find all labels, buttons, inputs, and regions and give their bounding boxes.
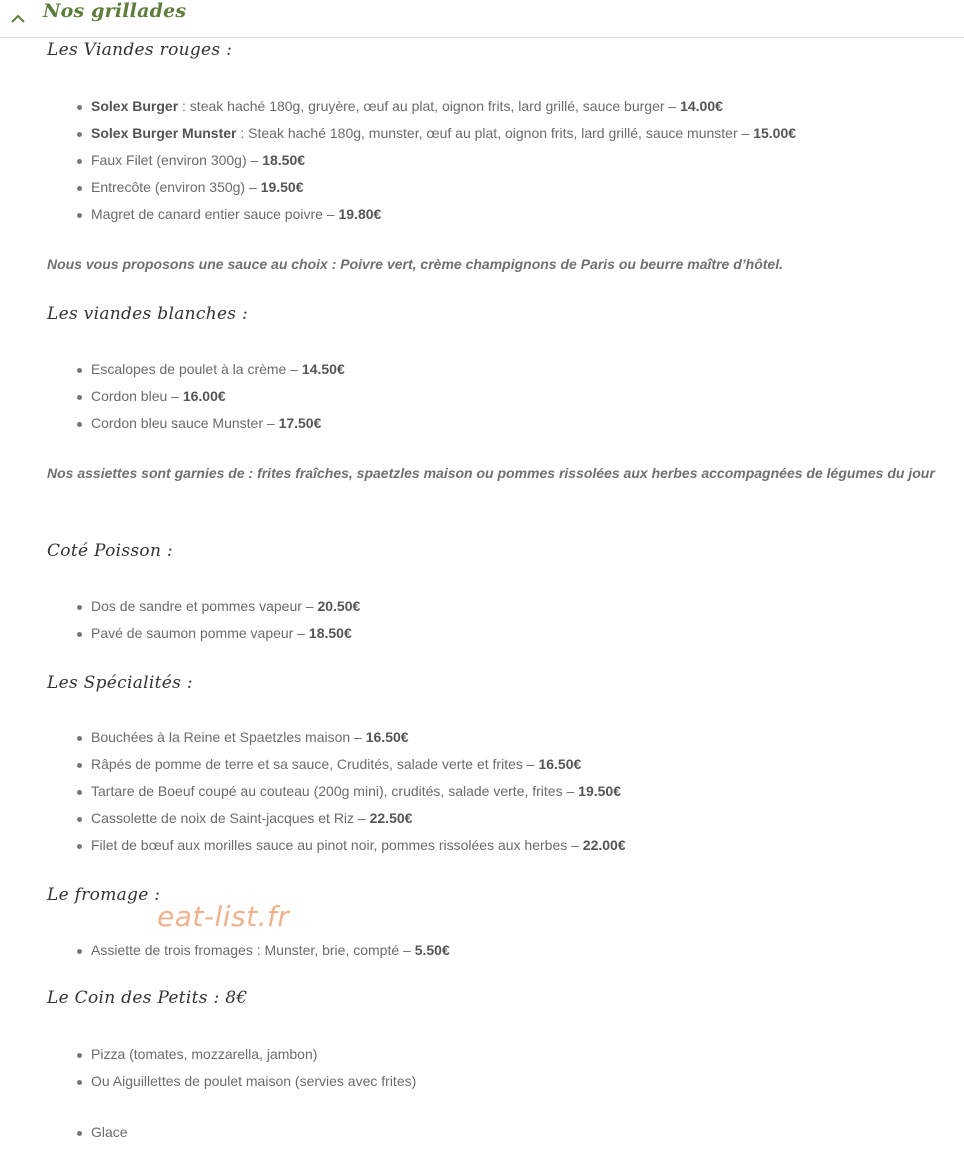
watermark-text: eat-list.fr [157,900,290,933]
heading-viandes-blanches: Les viandes blanches : [47,304,249,324]
item-name: Solex Burger Munster [91,125,237,141]
list-petits-dessert [47,1119,128,1146]
item-price: 16.50€ [538,756,582,772]
item-price: 18.50€ [262,152,306,168]
list-item [47,120,796,147]
item-desc: Cassolette de noix de Saint-jacques et Riz – [91,810,370,826]
item-name: Solex Burger [91,98,179,114]
item-desc: Bouchées à la Reine et Spaetzles maison – [91,729,366,745]
sauce-note: Nous vous proposons une sauce au choix : Poivre vert, crème champignons de Paris ou beurre maître d’hôtel. [47,256,783,272]
item-price: 14.00€ [680,98,723,114]
item-desc: Filet de bœuf aux morilles sauce au pinot noir, pommes rissolées aux herbes – [91,837,583,853]
list-item [47,620,360,647]
heading-fromage: Le fromage : [47,885,161,905]
item-price: 20.50€ [317,598,361,614]
list-fromage [47,937,450,964]
item-price: 16.00€ [182,388,226,404]
section-header[interactable] [0,0,964,38]
item-price: 17.50€ [278,415,322,431]
item-desc: : Steak haché 180g, munster, œuf au plat, oignon frits, lard grillé, sauce munster – [236,125,754,141]
item-desc: Ou Aiguillettes de poulet maison (servies avec frites) [91,1073,417,1089]
list-item [47,174,796,201]
list-item [47,201,796,228]
item-price: 22.00€ [582,837,626,853]
item-price: 18.50€ [308,625,352,641]
list-item [47,410,345,437]
item-price: 19.50€ [578,783,621,799]
heading-viandes-rouges: Les Viandes rouges : [47,40,233,60]
list-item [47,778,626,805]
list-item [47,805,626,832]
heading-specialites: Les Spécialités : [47,673,193,693]
item-desc: Cordon bleu – [91,388,183,404]
list-item [47,383,345,410]
heading-petits: Le Coin des Petits : 8€ [47,988,248,1008]
list-item [47,93,796,120]
list-item [47,593,360,620]
item-desc: Magret de canard entier sauce poivre – [91,206,339,222]
item-price: 14.50€ [301,361,345,377]
item-desc: Assiette de trois fromages : Munster, brie, compté – [91,942,415,958]
list-item [47,751,626,778]
list-item [47,1041,416,1068]
item-desc: : steak haché 180g, gruyère, œuf au plat, oignon frits, lard grillé, sauce burger – [178,98,681,114]
item-price: 19.80€ [338,206,382,222]
list-item [47,147,796,174]
list-item [47,1068,416,1095]
item-desc: Dos de sandre et pommes vapeur – [91,598,318,614]
list-poisson [47,593,360,647]
item-desc: Cordon bleu sauce Munster – [91,415,279,431]
list-viandes-blanches [47,356,345,437]
list-item [47,832,626,859]
item-desc: Râpés de pomme de terre et sa sauce, Crudités, salade verte et frites – [91,756,539,772]
list-item [47,1119,128,1146]
section-title-grillades: Nos grillades [43,0,187,22]
chevron-up-icon[interactable] [10,11,26,27]
item-desc: Escalopes de poulet à la crème – [91,361,302,377]
item-desc: Pizza (tomates, mozzarella, jambon) [91,1046,318,1062]
list-viandes-rouges [47,93,796,228]
list-petits [47,1041,416,1095]
garnish-note: Nos assiettes sont garnies de : frites fraîches, spaetzles maison ou pommes rissolées aux herbes accompagnées de légumes du jour [47,465,935,481]
item-desc: Faux Filet (environ 300g) – [91,152,263,168]
item-price: 22.50€ [369,810,413,826]
list-item [47,937,450,964]
item-desc: Tartare de Boeuf coupé au couteau (200g mini), crudités, salade verte, frites – [91,783,579,799]
item-price: 19.50€ [260,179,304,195]
item-desc: Pavé de saumon pomme vapeur – [91,625,309,641]
list-specialites [47,724,626,859]
list-item [47,724,626,751]
list-item [47,356,345,383]
item-desc: Glace [91,1124,128,1140]
item-desc: Entrecôte (environ 350g) – [91,179,261,195]
heading-poisson: Coté Poisson : [47,541,173,561]
item-price: 15.00€ [753,125,797,141]
item-price: 16.50€ [365,729,409,745]
item-price: 5.50€ [414,942,450,958]
